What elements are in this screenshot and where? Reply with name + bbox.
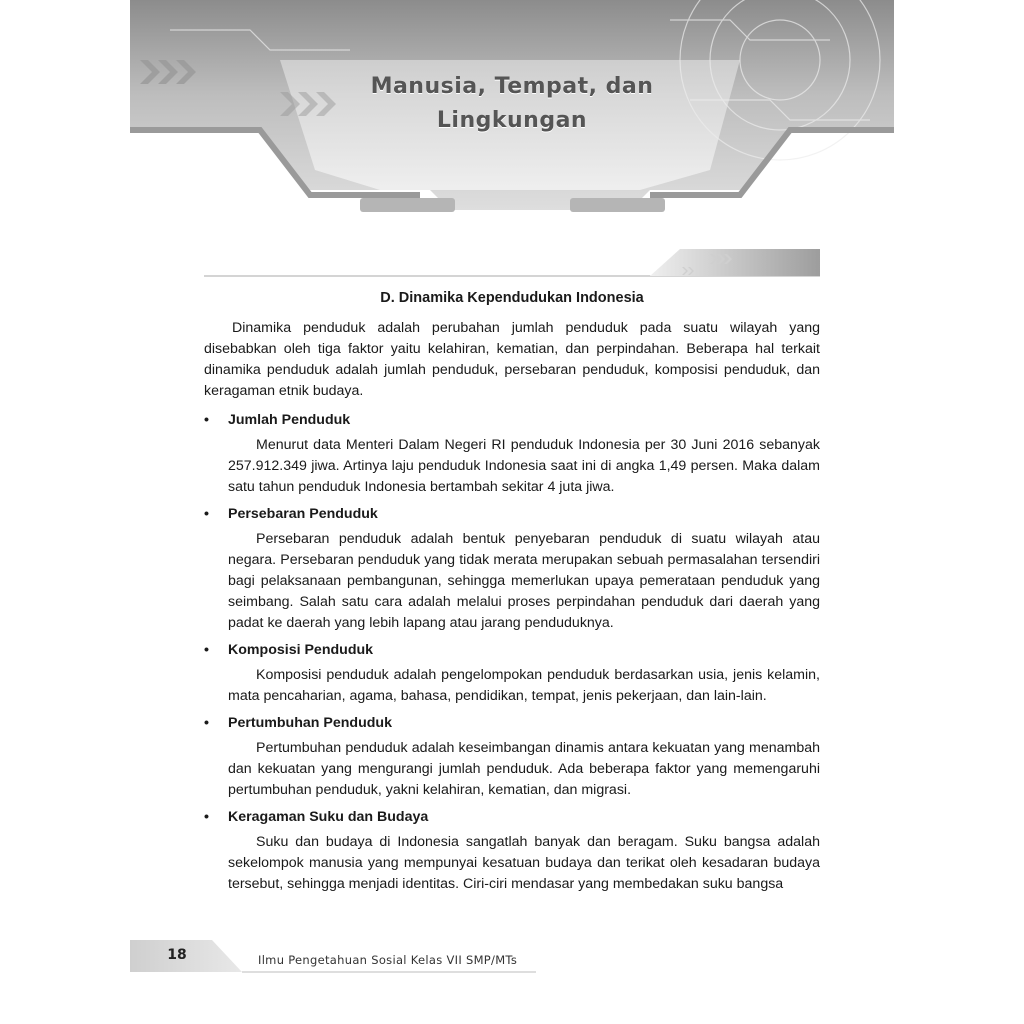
list-item-text: Menurut data Menteri Dalam Negeri RI penduduk Indonesia per 30 Juni 2016 sebanyak 257.912.349 jiwa. Artinya laju penduduk Indonesia saat ini di angka 1,49 persen. Maka dalam satu tahun penduduk Indonesia bertambah sekitar 4 juta jiwa. (228, 437, 820, 495)
book-title: Ilmu Pengetahuan Sosial Kelas VII SMP/MTs (258, 953, 518, 967)
bullet-icon: • (204, 715, 209, 731)
section-heading: D. Dinamika Kependudukan Indonesia (380, 290, 644, 306)
bullet-icon: • (204, 506, 209, 522)
bullet-icon: • (204, 642, 209, 658)
section-content (204, 284, 820, 901)
list-item-title: Keragaman Suku dan Budaya (228, 809, 429, 825)
book-page (130, 0, 894, 1024)
intro-paragraph: Dinamika penduduk adalah perubahan jumlah penduduk pada suatu wilayah yang disebabkan oleh tiga faktor yaitu kelahiran, kematian, dan perpindahan. Beberapa hal terkait dinamika penduduk adalah jumlah penduduk, persebaran penduduk, komposisi penduduk, dan keragaman etnik budaya. (204, 320, 820, 399)
section-divider (204, 247, 820, 279)
list-item-title: Pertumbuhan Penduduk (228, 715, 392, 731)
list-item-text: Persebaran penduduk adalah bentuk penyebaran penduduk di suatu wilayah atau negara. Persebaran penduduk yang tidak merata merupakan sebuah permasalahan tersendiri bagi pelaksanaan pembangunan, sehingga memerlukan upaya pemerataan penduduk yang seimbang. Salah satu cara adalah melalui proses perpindahan penduduk dari daerah yang padat ke daerah yang lebih lapang atau jarang penduduknya. (228, 531, 820, 631)
list-item (204, 640, 820, 707)
list-item (204, 713, 820, 801)
bullet-icon: • (204, 412, 209, 428)
list-item-title: Jumlah Penduduk (228, 412, 351, 428)
bullet-icon: • (204, 809, 209, 825)
chapter-title-line2: Lingkungan (436, 108, 588, 133)
page-number: 18 (167, 947, 187, 963)
list-item-title: Persebaran Penduduk (228, 506, 378, 522)
chapter-title (130, 70, 894, 138)
list-item-text: Pertumbuhan penduduk adalah keseimbangan dinamis antara kekuatan yang menambah dan kekuatan yang mengurangi jumlah penduduk. Ada beberapa faktor yang memengaruhi pertumbuhan penduduk, yakni kelahiran, kematian, dan migrasi. (228, 740, 820, 798)
list-item (204, 807, 820, 895)
list-item-title: Komposisi Penduduk (228, 642, 374, 658)
list-item (204, 410, 820, 498)
list-item (204, 504, 820, 634)
list-item-text: Komposisi penduduk adalah pengelompokan penduduk berdasarkan usia, jenis kelamin, mata pencaharian, agama, bahasa, pendidikan, tempat, jenis pekerjaan, dan lain-lain. (228, 667, 820, 704)
chapter-title-line1: Manusia, Tempat, dan (370, 74, 654, 99)
list-item-text: Suku dan budaya di Indonesia sangatlah banyak dan beragam. Suku bangsa adalah sekelompok manusia yang mempunyai kesatuan budaya dan terikat oleh kesadaran budaya tersebut, sehingga menjadi identitas. Ciri-ciri mendasar yang membedakan suku bangsa (228, 834, 820, 892)
